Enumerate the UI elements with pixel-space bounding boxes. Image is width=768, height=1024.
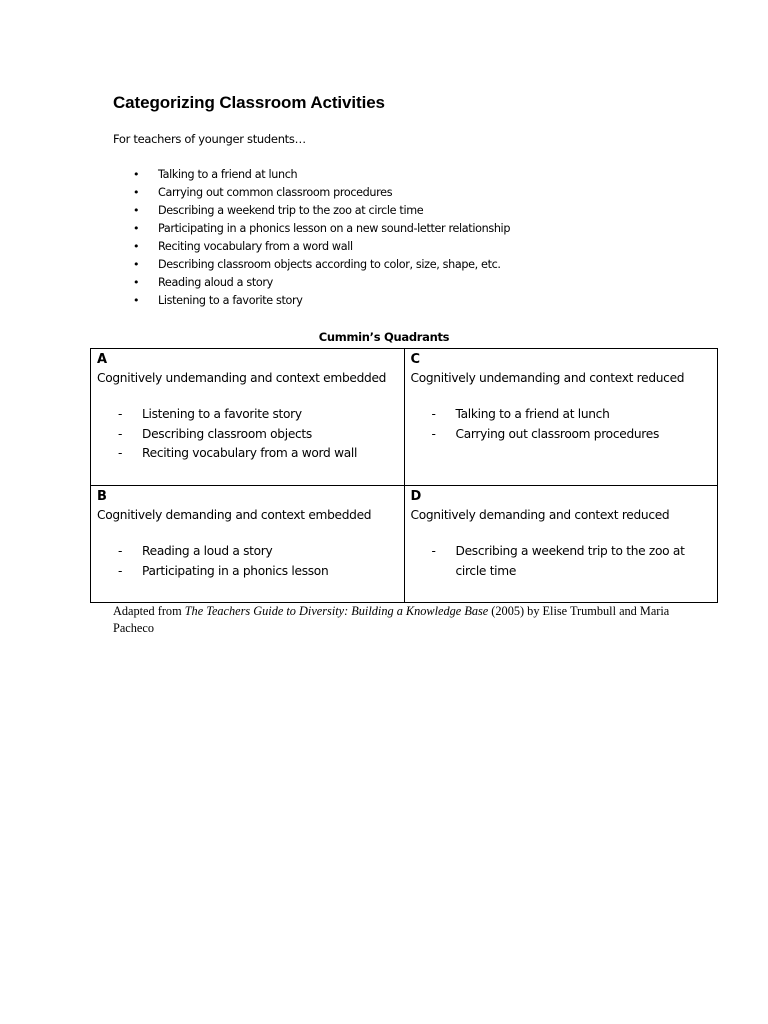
intro-text: For teachers of younger students…: [113, 132, 306, 146]
bullet-icon: •: [133, 294, 140, 307]
quadrant-letter: C: [410, 352, 421, 367]
dash-icon: -: [118, 407, 123, 421]
list-item-text: Carrying out classroom procedures: [455, 426, 659, 441]
list-item: [432, 405, 712, 425]
table-caption: Cummin’s Quadrants: [318, 330, 450, 344]
quadrant-activity-list: [97, 405, 398, 464]
list-item: [118, 425, 398, 445]
quadrant-a-cell: [91, 349, 405, 486]
list-item-text: Describing a weekend trip to the zoo at circle time: [455, 544, 685, 578]
bullet-icon: •: [133, 240, 140, 253]
dash-icon: -: [118, 426, 123, 441]
list-item-text: Talking to a friend at lunch: [158, 168, 298, 181]
list-item: [432, 542, 712, 581]
activity-list: [133, 166, 510, 310]
list-item-text: Describing a weekend trip to the zoo at circle time: [158, 204, 424, 217]
quadrant-b-cell: [91, 486, 405, 603]
list-item: [118, 562, 398, 582]
list-item-text: Participating in a phonics lesson: [142, 563, 329, 578]
list-item-text: Reading aloud a story: [158, 276, 273, 289]
footnote-suffix: (2005) by Elise Trumbull and Maria Pacheco: [113, 604, 670, 635]
list-item: [133, 292, 510, 310]
list-item: [133, 274, 510, 292]
list-item: [133, 256, 510, 274]
dash-icon: -: [431, 407, 436, 421]
footnote: [113, 603, 673, 637]
quadrant-letter: D: [410, 489, 422, 504]
quadrant-letter: A: [97, 352, 108, 367]
bullet-icon: •: [133, 276, 140, 289]
list-item: [133, 220, 510, 238]
list-item-text: Participating in a phonics lesson on a new sound-letter relationship: [158, 222, 511, 235]
list-item-text: Listening to a favorite story: [142, 407, 302, 421]
dash-icon: -: [118, 446, 123, 460]
quadrant-c-cell: [404, 349, 718, 486]
list-item-text: Talking to a friend at lunch: [455, 407, 610, 421]
list-item: [133, 166, 510, 184]
quadrant-activity-list: [97, 542, 398, 581]
bullet-icon: •: [133, 258, 140, 271]
bullet-icon: •: [133, 204, 140, 217]
quadrant-description: Cognitively undemanding and context embedded: [97, 371, 387, 385]
dash-icon: -: [118, 544, 123, 558]
quadrant-d-cell: [404, 486, 718, 603]
list-item-text: Reciting vocabulary from a word wall: [158, 240, 353, 253]
quadrant-activity-list: [411, 405, 712, 444]
bullet-icon: •: [133, 222, 140, 235]
quadrants-table: [90, 348, 718, 603]
quadrant-description: Cognitively demanding and context embedded: [97, 508, 372, 522]
list-item-text: Reading a loud a story: [142, 544, 273, 558]
list-item: [432, 425, 712, 445]
table-row: [91, 486, 718, 603]
list-item-text: Carrying out common classroom procedures: [158, 186, 393, 199]
list-item: [118, 405, 398, 425]
footnote-book-title: The Teachers Guide to Diversity: Building a Knowledge Base: [184, 604, 489, 618]
bullet-icon: •: [133, 186, 140, 199]
dash-icon: -: [431, 426, 436, 441]
quadrant-activity-list: [411, 542, 712, 581]
list-item: [118, 444, 398, 464]
quadrant-description: Cognitively undemanding and context reduced: [410, 371, 685, 385]
page-title: Categorizing Classroom Activities: [113, 93, 385, 112]
list-item: [133, 238, 510, 256]
footnote-prefix: Adapted from: [113, 604, 185, 618]
dash-icon: -: [431, 544, 436, 558]
list-item-text: Reciting vocabulary from a word wall: [142, 446, 358, 460]
quadrant-description: Cognitively demanding and context reduced: [410, 508, 670, 522]
quadrant-letter: B: [97, 489, 107, 504]
bullet-icon: •: [133, 168, 140, 181]
dash-icon: -: [118, 563, 123, 578]
list-item-text: Describing classroom objects according to color, size, shape, etc.: [158, 258, 501, 271]
list-item-text: Listening to a favorite story: [158, 294, 303, 307]
list-item: [133, 202, 510, 220]
list-item: [118, 542, 398, 562]
table-row: [91, 349, 718, 486]
list-item: [133, 184, 510, 202]
list-item-text: Describing classroom objects: [142, 426, 312, 441]
